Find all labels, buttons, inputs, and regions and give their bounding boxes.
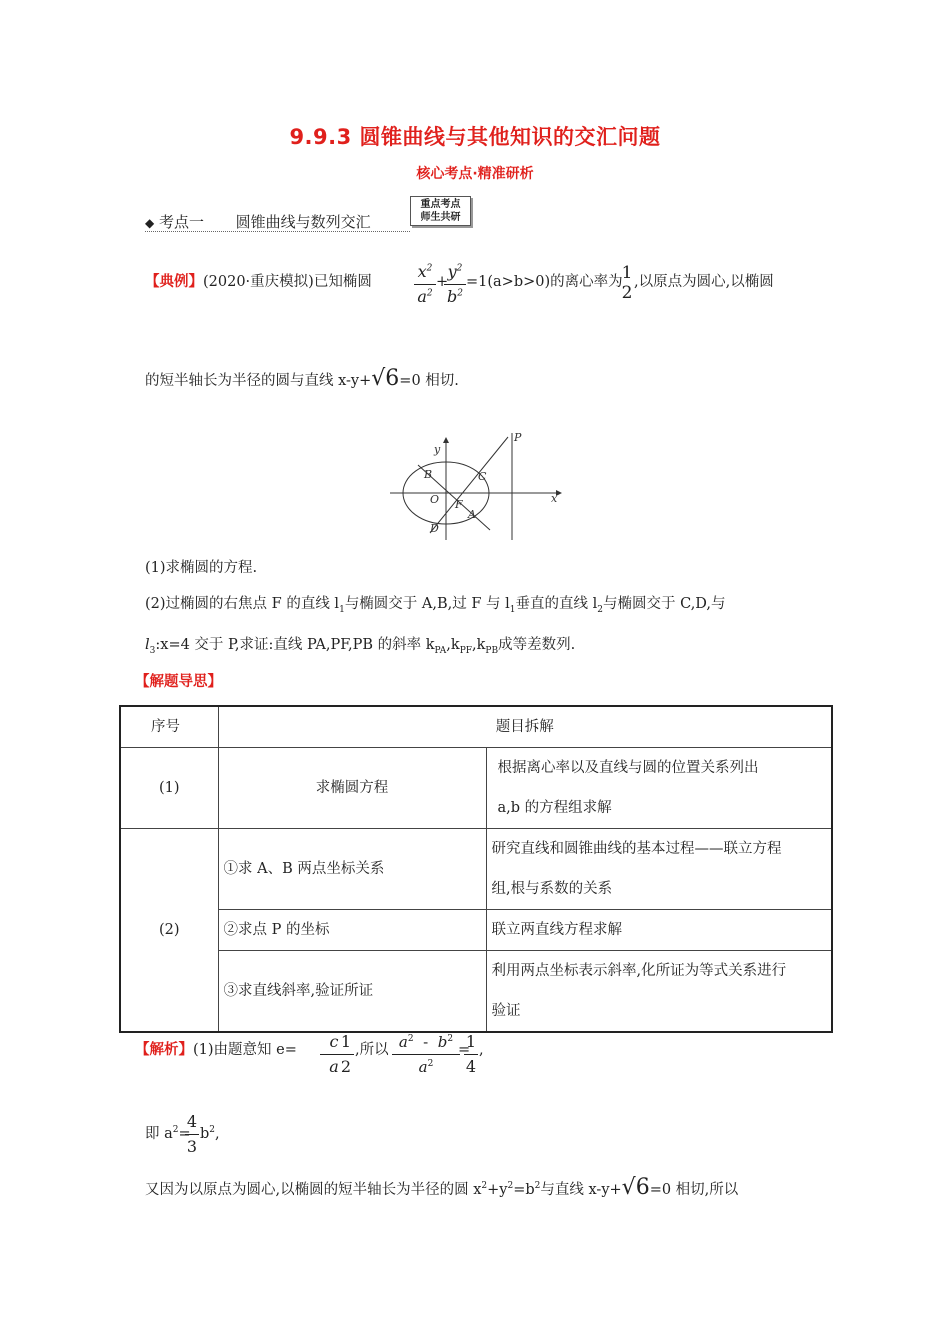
label-d: D bbox=[430, 522, 439, 535]
row-method: 利用两点坐标表示斜率,化所证为等式关系进行 验证 bbox=[486, 951, 832, 1033]
guide-table bbox=[119, 705, 833, 1033]
question-2: (2)过椭圆的右焦点 F 的直线 $l_1$与椭圆交于 A,B,过 F 与 $l_1$垂直的直线 $l_2$与椭圆交于 C,D,与 bbox=[145, 596, 726, 615]
label-x: x bbox=[551, 492, 558, 505]
section-heading bbox=[145, 212, 371, 233]
label-c: C bbox=[478, 470, 487, 483]
row-step: ①求 A、B 两点坐标关系 bbox=[218, 829, 486, 910]
example-line1-end: ,以原点为圆心,以椭圆 bbox=[634, 274, 774, 290]
guide-tag: 【解题导思】 bbox=[135, 673, 222, 690]
question-1: (1)求椭圆的方程. bbox=[145, 560, 258, 576]
label-o: O bbox=[430, 493, 440, 506]
row-method: 根据离心率以及直线与圆的位置关系列出 a,b 的方程组求解 bbox=[486, 748, 832, 829]
table-row bbox=[120, 829, 832, 910]
fraction-c-a: c a bbox=[320, 1032, 348, 1077]
badge-line1: 重点考点 bbox=[420, 199, 461, 210]
example-condition: =1(a>b>0)的离心率为 bbox=[466, 274, 623, 290]
table-row bbox=[120, 910, 832, 951]
ellipse-figure bbox=[388, 425, 568, 545]
table-header-row bbox=[120, 706, 832, 748]
row-no: (1) bbox=[120, 748, 218, 829]
section-underline bbox=[145, 231, 410, 232]
fraction-a2-b2-a2: $a^2 - b^2$ $a^2$ bbox=[392, 1032, 460, 1077]
fraction-one-half: 1 2 bbox=[621, 263, 633, 303]
label-a: A bbox=[468, 508, 476, 521]
row-no: (2) bbox=[120, 829, 218, 1033]
page-subtitle: 核心考点·精准研析 bbox=[416, 166, 534, 182]
header-topic: 题目拆解 bbox=[218, 706, 832, 748]
section-name: 圆锥曲线与数列交汇 bbox=[235, 213, 371, 231]
label-f: F bbox=[455, 498, 463, 511]
fraction-one-quarter: 1 4 bbox=[465, 1032, 477, 1076]
row-step: ②求点 P 的坐标 bbox=[218, 910, 486, 951]
label-b: B bbox=[424, 468, 433, 481]
page-title: 9.9.3 圆锥曲线与其他知识的交汇问题 bbox=[289, 125, 661, 149]
analysis-line2: 即 $a^2=$ bbox=[145, 1125, 191, 1142]
question-2-cont: $l_3:x=4$ 交于 P,求证:直线 PA,PF,PB 的斜率 $k_{PA},k_{PF},k_{PB}$成等差数列. bbox=[145, 637, 576, 656]
sqrt6-symbol: √6 bbox=[371, 366, 400, 391]
fraction-four-thirds: 4 3 bbox=[186, 1112, 198, 1156]
example-source: (2020·重庆模拟)已知椭圆 bbox=[203, 274, 372, 290]
section-badge bbox=[410, 196, 471, 226]
y-axis-arrow bbox=[443, 437, 449, 443]
bullet-icon: ◆ bbox=[145, 216, 155, 230]
row-step: ③求直线斜率,验证所证 bbox=[218, 951, 486, 1033]
section-label: 考点一 bbox=[159, 213, 205, 231]
analysis-line3: 又因为以原点为圆心,以椭圆的短半轴长为半径的圆 $x^2+y^2=b^2$与直线 x-y+√6=0 相切,所以 bbox=[145, 1175, 739, 1200]
fraction-x2-a2: $x^2$ $a^2$ bbox=[414, 262, 436, 307]
example-line1 bbox=[145, 272, 372, 292]
table-row bbox=[120, 951, 832, 1033]
sqrt6-symbol-2: √6 bbox=[621, 1175, 650, 1200]
fraction-one-half-2: 1 2 bbox=[338, 1032, 354, 1077]
table-row bbox=[120, 748, 832, 829]
analysis-comma: , bbox=[479, 1042, 484, 1058]
example-line2: 的短半轴长为半径的圆与直线 x-y+√6=0 相切. bbox=[145, 366, 459, 391]
header-no: 序号 bbox=[120, 706, 218, 748]
badge-line2: 师生共研 bbox=[420, 212, 461, 223]
analysis-so: ,所以 bbox=[355, 1042, 389, 1058]
example-tag: 【典例】 bbox=[145, 273, 203, 290]
row-method: 研究直线和圆锥曲线的基本过程——联立方程 组,根与系数的关系 bbox=[486, 829, 832, 910]
analysis-line1: 【解析】(1)由题意知 e= bbox=[135, 1041, 297, 1058]
analysis-line2-end: $b^2$, bbox=[200, 1125, 220, 1142]
row-step: 求椭圆方程 bbox=[218, 748, 486, 829]
plus-sign: + bbox=[436, 274, 449, 290]
analysis-eq: = bbox=[458, 1042, 471, 1058]
label-y: y bbox=[434, 443, 441, 456]
label-p: P bbox=[514, 431, 522, 444]
fraction-y2-b2: $y^2$ $b^2$ bbox=[444, 262, 466, 307]
row-method: 联立两直线方程求解 bbox=[486, 910, 832, 951]
analysis-tag: 【解析】 bbox=[135, 1041, 193, 1058]
